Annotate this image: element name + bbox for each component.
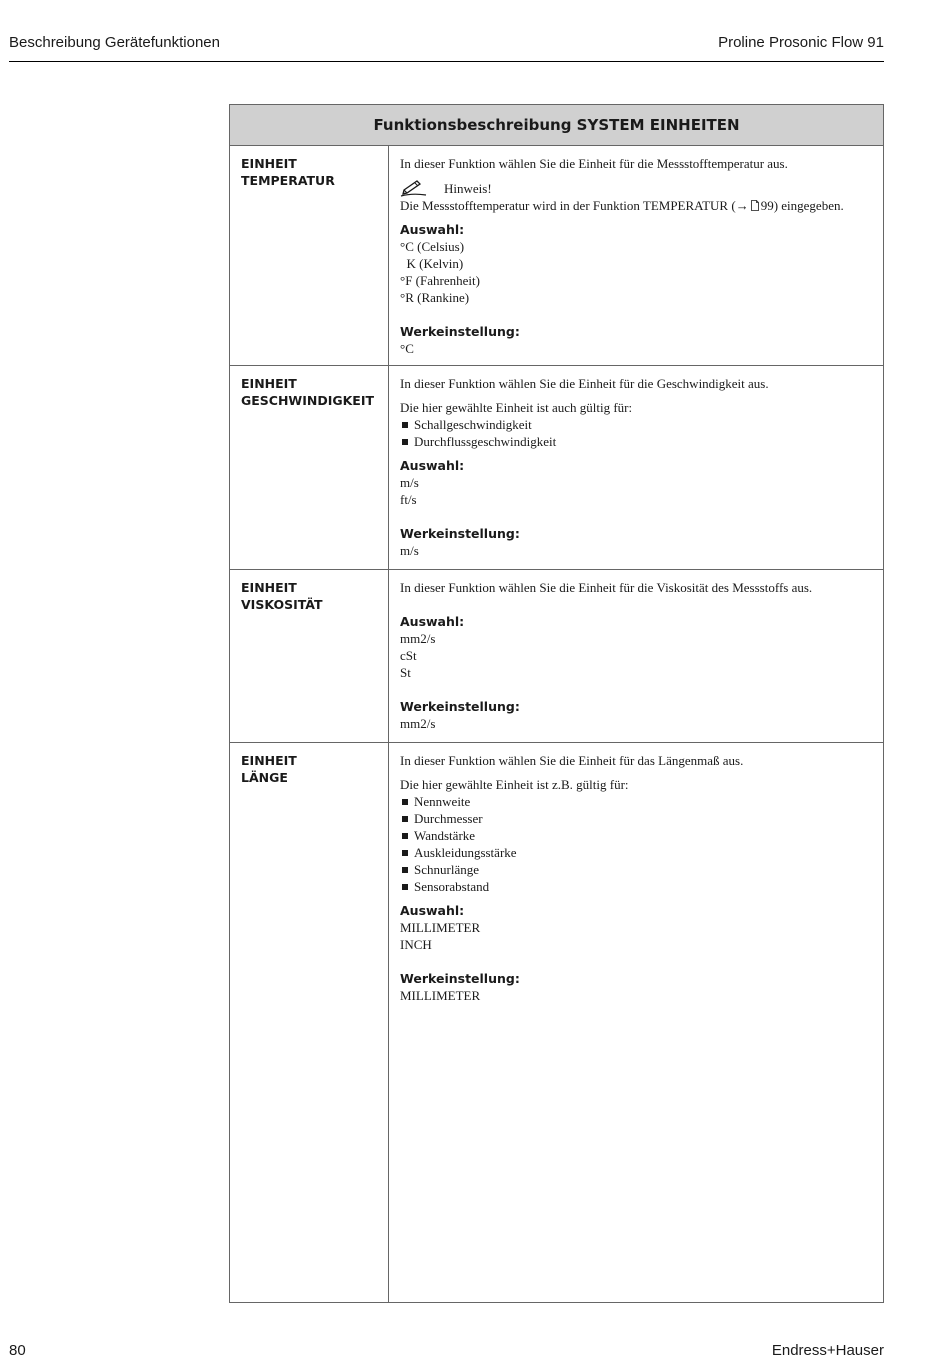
function-description xyxy=(389,146,884,366)
intro-text: In dieser Funktion wählen Sie die Einheit für die Geschwindigkeit aus. xyxy=(400,376,769,391)
option-item: MILLIMETER xyxy=(400,920,481,935)
selection-label: Auswahl: xyxy=(400,614,465,629)
bullet-item: Durchflussgeschwindigkeit xyxy=(400,433,872,450)
bullet-item: Wandstärke xyxy=(400,827,872,844)
function-name xyxy=(230,366,389,570)
default-label: Werkeinstellung: xyxy=(400,699,520,714)
applies-intro: Die hier gewählte Einheit ist z.B. gültig für: xyxy=(400,777,629,792)
option-item: K (Kelvin) xyxy=(400,256,464,271)
bullet-item: Schallgeschwindigkeit xyxy=(400,416,872,433)
function-name-line: LÄNGE xyxy=(241,770,288,785)
intro-text: In dieser Funktion wählen Sie die Einheit für die Viskosität des Messstoffs aus. xyxy=(400,580,813,595)
header-section-title: Beschreibung Gerätefunktionen xyxy=(9,34,220,51)
function-name-line: EINHEIT xyxy=(241,580,297,595)
default-label: Werkeinstellung: xyxy=(400,971,520,986)
option-item: m/s xyxy=(400,475,419,490)
selection-label: Auswahl: xyxy=(400,903,465,918)
note-heading xyxy=(400,179,872,197)
function-description xyxy=(389,743,884,1303)
option-item: °R (Rankine) xyxy=(400,290,470,305)
note-text: Die Messstofftemperatur wird in der Funktion TEMPERATUR (→ 99) eingegeben. xyxy=(400,198,844,213)
default-label: Werkeinstellung: xyxy=(400,526,520,541)
page-number: 80 xyxy=(9,1342,26,1359)
option-item: cSt xyxy=(400,648,417,663)
function-name-line: EINHEIT xyxy=(241,156,297,171)
intro-text: In dieser Funktion wählen Sie die Einheit für die Messstofftemperatur aus. xyxy=(400,156,788,171)
pencil-note-icon xyxy=(400,179,428,197)
option-item: INCH xyxy=(400,937,432,952)
table-row xyxy=(230,570,884,743)
function-name xyxy=(230,570,389,743)
note-title: Hinweis! xyxy=(444,181,492,196)
function-description-table xyxy=(229,104,884,1303)
default-value: m/s xyxy=(400,543,419,558)
function-name xyxy=(230,146,389,366)
default-value: mm2/s xyxy=(400,716,436,731)
function-name-line: EINHEIT xyxy=(241,753,297,768)
bullet-item: Durchmesser xyxy=(400,810,872,827)
default-label: Werkeinstellung: xyxy=(400,324,520,339)
function-name-line: GESCHWINDIGKEIT xyxy=(241,393,375,408)
function-description xyxy=(389,366,884,570)
function-name-line: EINHEIT xyxy=(241,376,297,391)
table-row xyxy=(230,366,884,570)
brand-name: Endress+Hauser xyxy=(771,1342,884,1359)
header-product-name: Proline Prosonic Flow 91 xyxy=(718,34,884,51)
bullet-item: Auskleidungsstärke xyxy=(400,844,872,861)
selection-label: Auswahl: xyxy=(400,458,465,473)
table-title: Funktionsbeschreibung SYSTEM EINHEITEN xyxy=(230,105,884,146)
header-divider xyxy=(9,61,884,62)
option-item: °C (Celsius) xyxy=(400,239,465,254)
bullet-item: Nennweite xyxy=(400,793,872,810)
function-name xyxy=(230,743,389,1303)
table-header-row xyxy=(230,105,884,146)
applies-intro: Die hier gewählte Einheit ist auch gültig für: xyxy=(400,400,633,415)
option-item: °F (Fahrenheit) xyxy=(400,273,480,288)
function-name-line: TEMPERATUR xyxy=(241,173,335,188)
function-name-line: VISKOSITÄT xyxy=(241,597,323,612)
bullet-item: Schnurlänge xyxy=(400,861,872,878)
intro-text: In dieser Funktion wählen Sie die Einheit für das Längenmaß aus. xyxy=(400,753,744,768)
arrow-icon: → xyxy=(735,198,749,213)
function-description xyxy=(389,570,884,743)
table-row xyxy=(230,743,884,1303)
table-row xyxy=(230,146,884,366)
default-value: MILLIMETER xyxy=(400,988,481,1003)
option-item: ft/s xyxy=(400,492,417,507)
selection-label: Auswahl: xyxy=(400,222,465,237)
option-item: St xyxy=(400,665,411,680)
option-item: mm2/s xyxy=(400,631,436,646)
bullet-item: Sensorabstand xyxy=(400,878,872,895)
page-reference-icon xyxy=(751,198,759,209)
default-value: °C xyxy=(400,341,414,356)
